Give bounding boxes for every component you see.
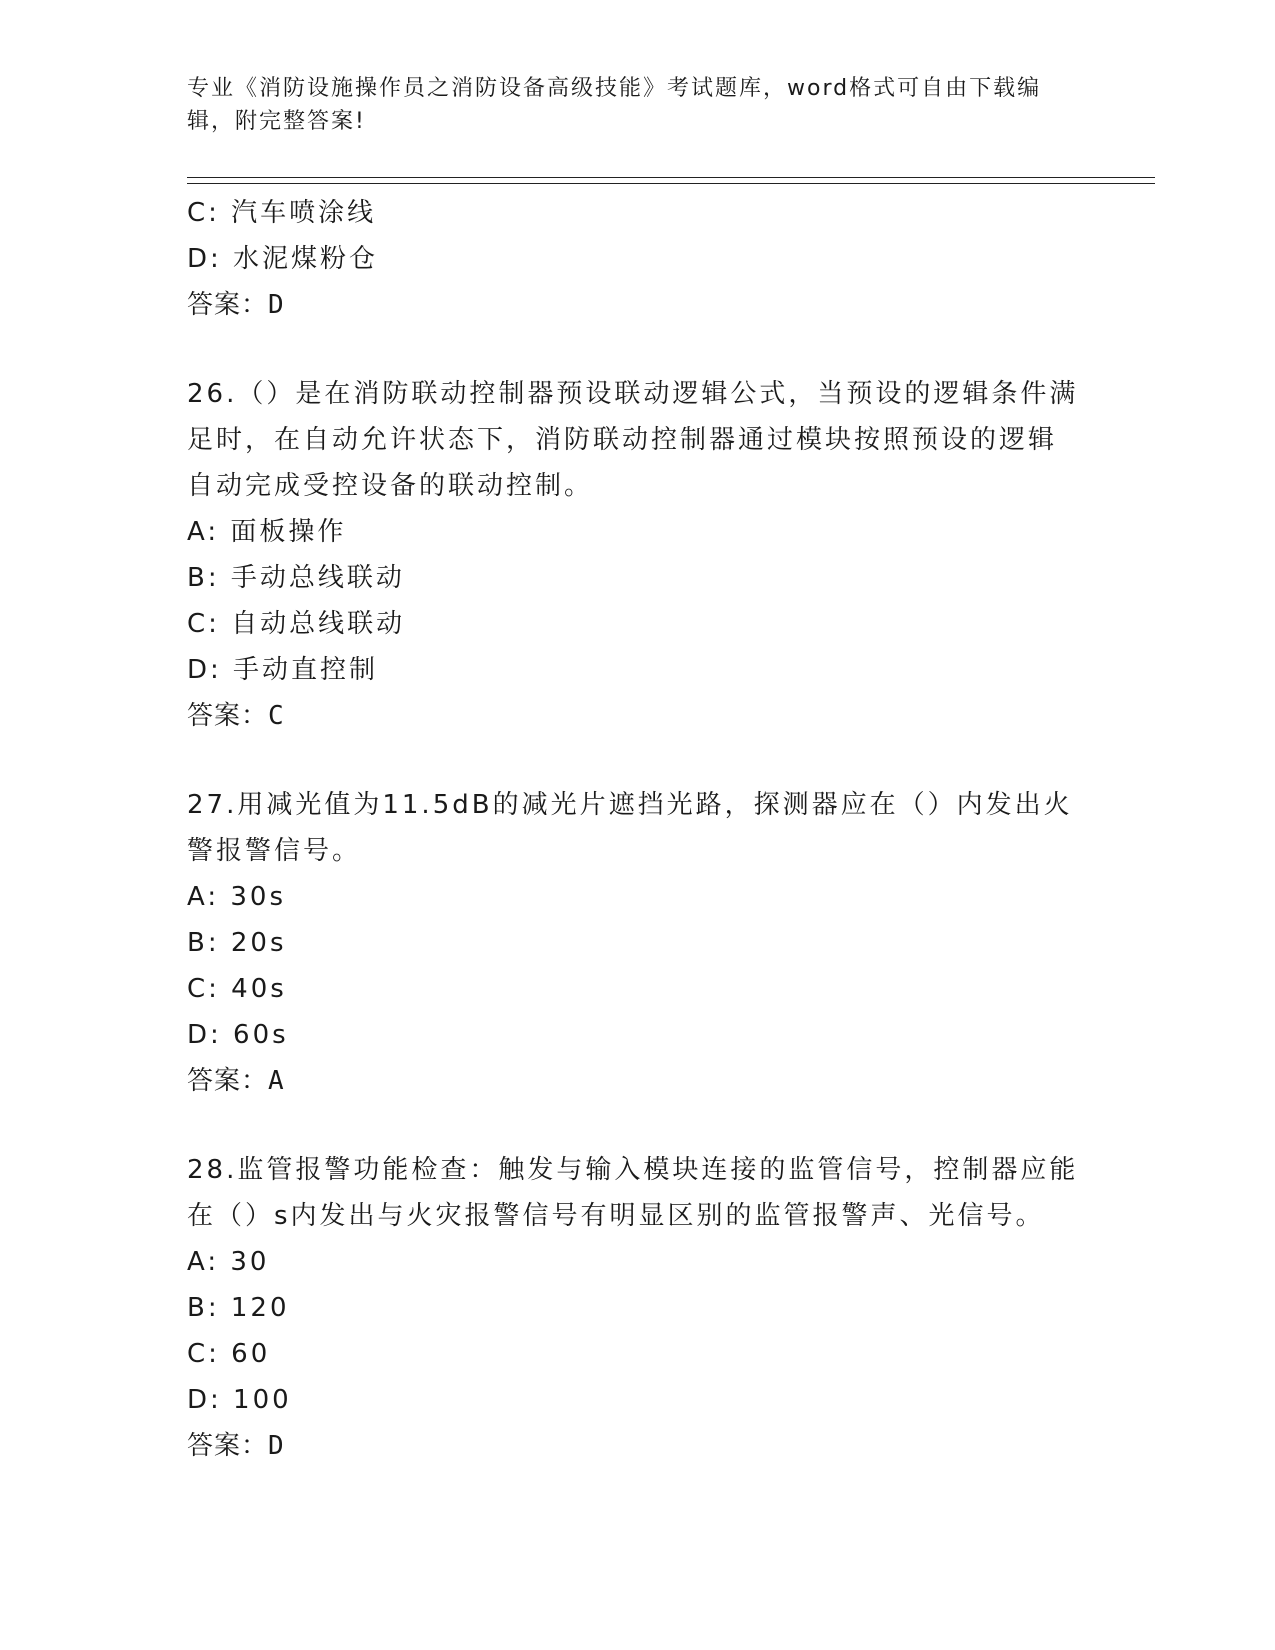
question-stem-line: 28.监管报警功能检查：触发与输入模块连接的监管信号，控制器应能 [187,1155,1079,1185]
answer-value: D [268,290,285,320]
option-b: B: 20s [187,928,287,958]
option-c: C: 汽车喷涂线 [187,198,377,228]
option-b: B: 120 [187,1293,290,1323]
question-26 [187,371,1087,739]
option-a: A: 30 [187,1247,270,1277]
header-line-1: 专业《消防设施操作员之消防设备高级技能》考试题库，word格式可自由下载编 [187,76,1042,101]
question-stem-line: 警报警信号。 [187,836,362,866]
question-28 [187,1147,1087,1469]
answer-value: C [268,701,285,731]
header-line-2: 辑，附完整答案! [187,109,366,134]
question-stem-line: 26.（）是在消防联动控制器预设联动逻辑公式，当预设的逻辑条件满 [187,379,1079,409]
prev-question-block [187,190,1087,328]
answer-value: A [268,1066,285,1096]
answer-value: D [268,1431,285,1461]
option-a: A: 面板操作 [187,517,347,547]
answer-label: 答案： [187,1431,269,1461]
option-d: D: 100 [187,1385,292,1415]
document-header [187,72,1087,138]
question-stem-line: 在（）s内发出与火灾报警信号有明显区别的监管报警声、光信号。 [187,1201,1045,1231]
answer-line [187,1423,1087,1469]
question-stem-line: 27.用减光值为11.5dB的减光片遮挡光路，探测器应在（）内发出火 [187,790,1073,820]
answer-line [187,1058,1087,1104]
question-stem-line: 足时，在自动允许状态下，消防联动控制器通过模块按照预设的逻辑 [187,425,1058,455]
option-a: A: 30s [187,882,286,912]
answer-label: 答案： [187,701,269,731]
option-c: C: 40s [187,974,287,1004]
answer-label: 答案： [187,1066,269,1096]
question-stem-line: 自动完成受控设备的联动控制。 [187,471,594,501]
option-d: D: 60s [187,1020,289,1050]
option-c: C: 60 [187,1339,271,1369]
question-list [187,190,1087,1469]
answer-line [187,693,1087,739]
option-d: D: 水泥煤粉仓 [187,244,379,274]
answer-line [187,282,1087,328]
option-b: B: 手动总线联动 [187,563,405,593]
question-27 [187,782,1087,1104]
option-c: C: 自动总线联动 [187,609,406,639]
header-divider-top [187,177,1155,178]
option-d: D: 手动直控制 [187,655,379,685]
answer-label: 答案： [187,290,269,320]
header-divider-bottom [187,183,1155,184]
